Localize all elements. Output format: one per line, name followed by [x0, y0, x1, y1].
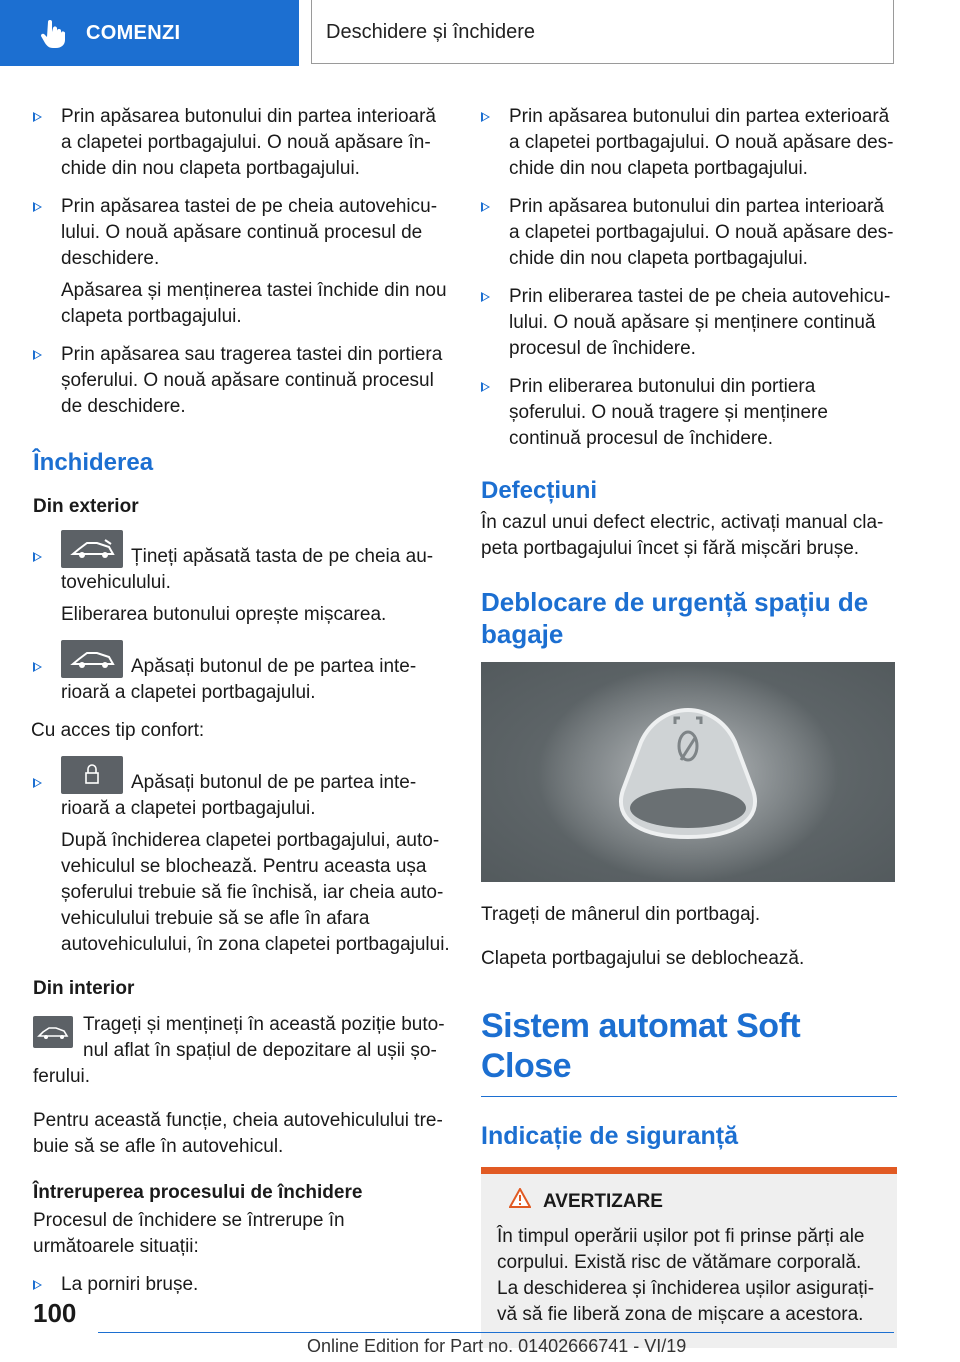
list-item: Prin apăsarea tastei de pe cheia autovehiculului. O nouă apăsare continuă procesul de deschidere. — [33, 194, 451, 272]
bullet-triangle-icon — [481, 292, 490, 302]
bullet-triangle-icon — [481, 202, 490, 212]
trunk-close-button-icon — [61, 640, 123, 678]
key-note: Pentru această funcție, cheia autovehiculului trebuie să se afle în autovehicul. — [33, 1110, 443, 1157]
list-item: Prin apăsarea sau tragerea tastei din portiera șoferului. O nouă apăsare continuă procesul de deschidere. — [33, 342, 451, 420]
interrupt-text: Procesul de închidere se întrerupe în următoarele situații: — [33, 1210, 345, 1257]
warning-triangle-icon — [509, 1188, 531, 1216]
footer-edition: Online Edition for Part no. 01402666741 - VI/19 — [307, 1336, 687, 1356]
warning-title: AVERTIZARE — [497, 1188, 883, 1216]
list-item-note: După închiderea clapetei portbagajului, autovehiculul se blochează. Pentru aceasta ușa șoferului trebuie să fie închisă, iar cheia autovehiculului trebuie să se afle în afara autovehiculului, în zona clapetei portbagajului. — [61, 830, 450, 955]
warning-text: În timpul operării ușilor pot fi prinse părți ale corpului. Există risc de vătămare corporală. La deschiderea și închiderea ușilor asigurați-vă să fie liberă zona de mișcare a acestora. — [497, 1226, 875, 1325]
emergency-release-handle-image — [481, 662, 895, 882]
bullet-triangle-icon — [33, 112, 42, 122]
section-heading-closing: Închiderea — [33, 449, 154, 476]
lock-button-icon — [61, 756, 123, 794]
chapter-title: Deschidere și închidere — [311, 0, 894, 64]
left-column — [33, 104, 451, 1310]
door-trunk-button-icon — [33, 1016, 73, 1048]
list-item-note: Eliberarea butonului oprește mișcarea. — [61, 604, 387, 625]
page-number: 100 — [33, 1298, 77, 1328]
trunk-open-button-icon — [61, 530, 123, 568]
bullet-triangle-icon — [33, 202, 42, 212]
list-item: Țineți apăsată tasta de pe cheia autovehiculului. — [33, 530, 451, 596]
bullet-triangle-icon — [33, 778, 42, 788]
list-item: Prin apăsarea butonului din partea exterioară a clapetei portbagajului. O nouă apăsare deschide din nou clapeta portbagajului. — [481, 104, 897, 182]
subheading-interrupt: Întreruperea procesului de închidere — [33, 1182, 363, 1203]
list-item: La porniri brușe. — [33, 1272, 451, 1298]
bullet-triangle-icon — [33, 350, 42, 360]
section-heading-defects: Defecțiuni — [481, 477, 598, 504]
section-tab-label: COMENZI — [86, 22, 181, 44]
subheading-from-inside: Din interior — [33, 978, 135, 999]
bullet-triangle-icon — [33, 1280, 42, 1290]
bullet-triangle-icon — [481, 382, 490, 392]
photo-caption-2: Clapeta portbagajului se deblochează. — [481, 948, 805, 969]
bullet-triangle-icon — [481, 112, 490, 122]
subheading-from-outside: Din exterior — [33, 496, 139, 517]
list-item: Prin eliberarea tastei de pe cheia autovehiculului. O nouă apăsare și menținere continuă procesul de închidere. — [481, 284, 897, 362]
list-item: Apăsați butonul de pe partea interioară a clapetei portbagajului. — [33, 756, 451, 822]
bullet-triangle-icon — [33, 552, 42, 562]
inside-text: Trageți și mențineți în această poziție butonul aflat în spațiul de depozitare al ușii șoferului. — [33, 1014, 445, 1087]
list-item: Prin apăsarea butonului din partea interioară a clapetei portbagajului. O nouă apăsare închide din nou clapeta portbagajului. — [33, 104, 451, 182]
list-item-note: Apăsarea și menținerea tastei închide din nou clapeta portbagajului. — [61, 280, 447, 327]
defects-text: În cazul unui defect electric, activați manual clapeta portbagajului încet și fără mișcări brușe. — [481, 512, 884, 559]
bullet-triangle-icon — [33, 662, 42, 672]
right-column — [481, 104, 897, 1348]
section-tab[interactable] — [0, 0, 299, 66]
photo-caption-1: Trageți de mânerul din portbagaj. — [481, 904, 761, 925]
list-item: Apăsați butonul de pe partea interioară a clapetei portbagajului. — [33, 640, 451, 706]
list-item: Prin apăsarea butonului din partea interioară a clapetei portbagajului. O nouă apăsare deschide din nou clapeta portbagajului. — [481, 194, 897, 272]
hand-pointer-icon — [40, 18, 66, 48]
section-heading-emergency: Deblocare de urgență spațiu de bagaje — [481, 587, 869, 649]
warning-box — [481, 1167, 897, 1348]
list-item: Prin eliberarea butonului din portiera șoferului. O nouă tragere și menținere continuă procesul de închidere. — [481, 374, 897, 452]
section-heading-safety: Indicație de siguranță — [481, 1122, 739, 1150]
comfort-access-label: Cu acces tip confort: — [31, 720, 205, 741]
section-title-soft-close: Sistem automat Soft Close — [481, 1006, 897, 1097]
